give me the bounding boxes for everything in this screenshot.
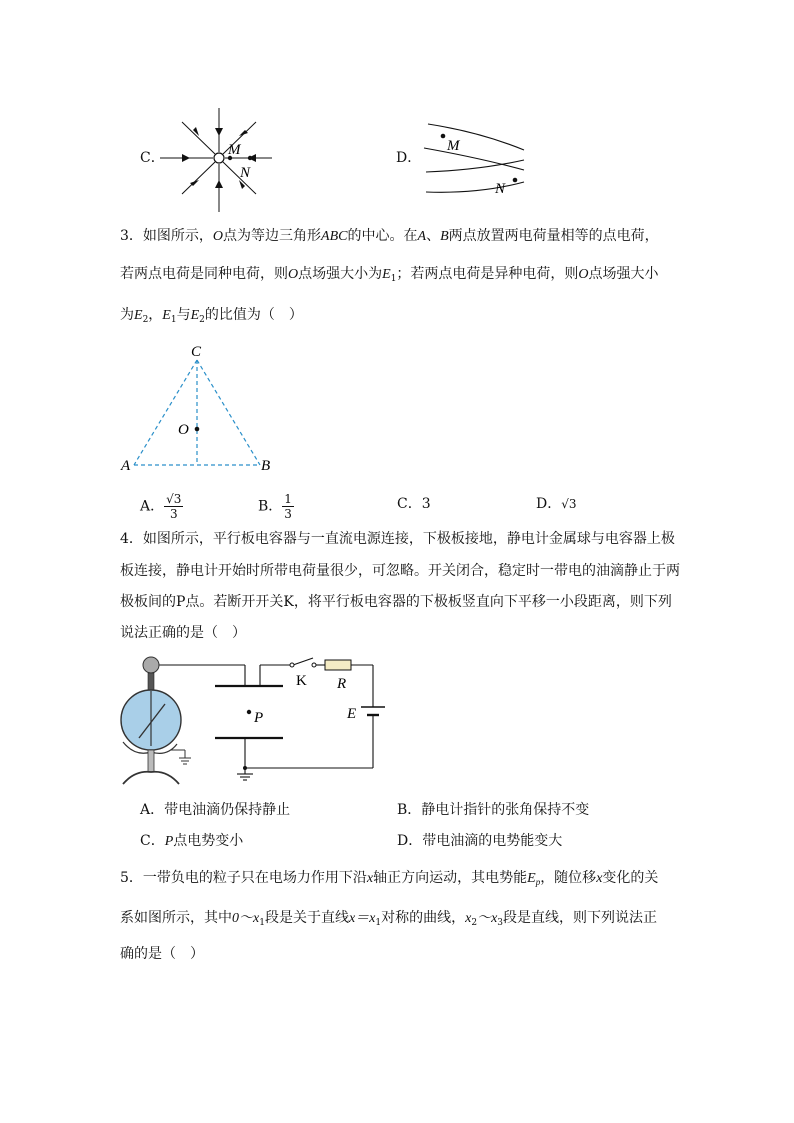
q5-line-2 [120,908,657,933]
label-a: A [121,458,131,474]
q5-var-x: x [596,871,603,886]
label-o: O [178,422,189,438]
field-line [426,182,524,192]
q5-sub: 1 [259,918,265,928]
q3-line-1 [120,226,659,247]
electrometer-rod [148,673,154,691]
switch-terminal [312,663,316,667]
q3-var-e: E [162,308,171,323]
q3-option-a [140,492,183,521]
arrow-icon [239,180,245,189]
q5-text: 对称的曲线， [381,910,466,926]
q3-text: 的比值为（ ） [204,307,303,323]
q5-range: ～x [477,911,498,926]
q3-text: ， [148,307,163,323]
q4-option-c-label: C． [140,833,165,849]
q3-line-3 [120,305,303,330]
charge-circle [214,153,224,163]
fraction [282,492,294,521]
point-n [248,156,252,160]
q5-var-x: x [366,871,374,886]
q5-text: 5．一带负电的粒子只在电场力作用下沿 [120,870,367,886]
triangle-side-ca [134,360,197,465]
q4-circuit-figure [115,652,395,792]
point-p [247,710,251,714]
q3-var-e: E [134,308,143,323]
q3-option-a-label: A． [140,498,165,515]
q3-text: 两点放置两电荷量相等的点电荷， [448,228,659,244]
q5-text: 段是关于直线 [264,910,349,926]
q3-option-c: C．3 [397,496,431,512]
q3-text: 为 [120,307,134,323]
switch-k [293,658,313,665]
electrometer-stand [148,750,154,772]
q4-option-a: A．带电油滴仍保持静止 [140,802,291,818]
fraction-numerator: 1 [284,492,292,506]
q3-text: 与 [176,307,191,323]
q2-figure-d [420,112,530,202]
q4-var-p: P [164,834,174,849]
q3-var-a: A [417,229,427,244]
arrow-icon [215,128,223,136]
q3-text: 3．如图所示， [120,228,213,244]
q3-option-b-label: B． [258,498,283,515]
q5-sub: 2 [471,918,478,928]
q5-sub: p [535,877,541,887]
label-n: N [240,165,251,181]
q5-text: ，随位移 [540,870,597,886]
q5-text: 变化的关 [602,870,659,886]
q3-text: 、 [426,228,441,244]
electrometer-ball [143,657,159,673]
junction-dot [243,766,247,770]
q3-option-d-label: D． [536,496,562,512]
q3-text: 点场强大小 [588,266,659,282]
q4-option-d: D．带电油滴的电势能变大 [397,833,563,849]
label-e: E [347,706,357,722]
point-n [513,178,518,183]
q5-equation: x＝x [348,911,376,926]
q5-var-ep: E [527,871,536,886]
arrow-icon [215,180,223,188]
q3-sub: 2 [199,315,205,325]
q5-range: 0～x [232,911,260,926]
label-b: B [261,458,271,474]
q3-var-e: E [190,308,200,323]
resistor-r [325,660,351,670]
q5-text: 轴正方向运动，其电势能 [373,870,528,886]
label-p: P [254,710,264,726]
q4-line-2: 板连接，静电计开始时所带电荷量很少，可忽略。开关闭合，稳定时一带电的油滴静止于两 [120,563,680,579]
arrow-icon [182,154,190,162]
fraction-denominator: 3 [284,507,292,521]
q4-line-3: 极板间的P点。若断开开关K，将平行板电容器的下极板竖直向下平移一小段距离，则下列 [120,594,672,610]
q5-sub: 1 [375,918,382,928]
point-m [441,134,446,139]
label-k: K [296,673,307,689]
q3-text: 的中心。在 [347,228,418,244]
label-m: M [228,142,241,158]
q5-sub: 3 [497,918,504,928]
q4-option-c [140,831,243,852]
q3-option-d [536,494,577,514]
q2-figure-c [160,100,280,218]
fraction [164,492,183,521]
electrometer-base [123,772,179,784]
q3-var-o: O [288,267,299,282]
q3-sub: 1 [170,315,177,325]
q4-line-4: 说法正确的是（ ） [120,625,246,641]
q3-var-o: O [578,267,589,282]
point-o [195,427,200,432]
q3-text: 点为等边三角形 [223,228,322,244]
field-line [182,122,215,154]
q5-range: x [465,911,472,926]
q5-text: 段是直线，则下列说法正 [503,910,658,926]
q3-text: ；若两点电荷是异种电荷，则 [396,266,579,282]
switch-terminal [290,663,294,667]
label-m: M [447,138,460,154]
q2-option-c-label: C． [140,150,165,166]
triangle-side-cb [197,360,260,465]
q5-line-1 [120,868,658,892]
fraction-denominator: 3 [169,507,178,521]
label-n: N [495,181,506,197]
q3-var-b: B [440,229,449,244]
q3-text: 点场强大小为 [298,266,383,282]
q3-sub: 2 [142,315,149,325]
q3-option-b [258,492,294,521]
q3-sub: 1 [390,274,397,284]
q3-line-2 [120,264,659,289]
field-line [424,148,524,170]
label-r: R [337,676,347,692]
q4-option-b: B．静电计指针的张角保持不变 [397,802,590,818]
q5-line-3: 确的是（ ） [120,946,204,962]
q3-var-e: E [382,267,391,282]
q2-option-d-label: D． [396,150,422,166]
q3-var-o: O [212,229,224,244]
q3-triangle-figure [118,340,283,480]
q3-option-d-value: √3 [561,497,577,511]
q3-var-abc: ABC [321,229,348,244]
label-c: C [191,344,202,360]
arrow-icon [193,127,199,136]
fraction-numerator: √3 [166,492,182,506]
field-line [182,162,215,194]
q5-text: 系如图所示，其中 [120,910,232,926]
q4-option-c-text: 点电势变小 [173,833,244,849]
q3-text: 若两点电荷是同种电荷，则 [120,266,288,282]
q4-line-1: 4．如图所示，平行板电容器与一直流电源连接，下极板接地，静电计金属球与电容器上极 [120,531,675,547]
